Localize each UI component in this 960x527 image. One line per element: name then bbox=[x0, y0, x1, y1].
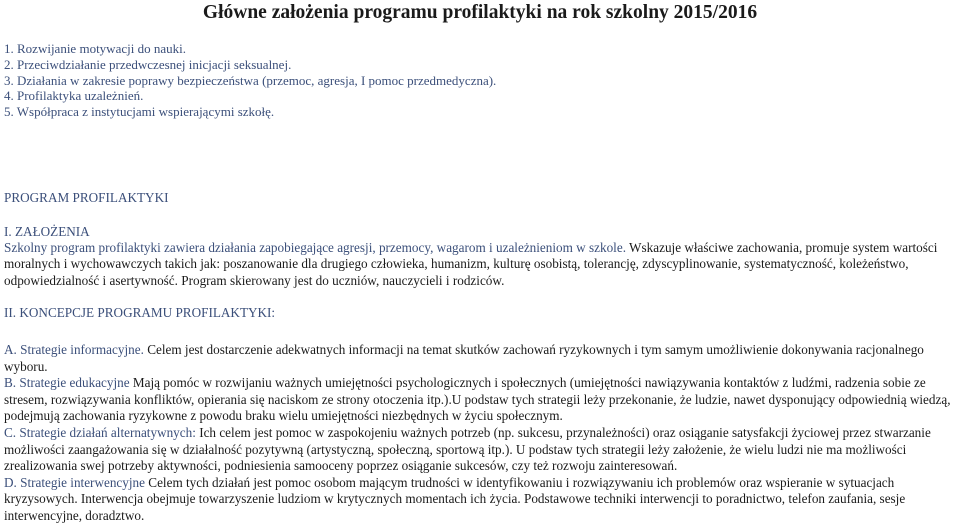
strategy-label: B. Strategie edukacyjne bbox=[4, 375, 130, 391]
strategy-label: A. Strategie informacyjne. bbox=[4, 342, 144, 357]
strategy-item bbox=[4, 375, 952, 425]
goal-item: 2. Przeciwdziałanie przedwczesnej inicjacji seksualnej. bbox=[4, 56, 292, 72]
strategy-item bbox=[4, 342, 952, 375]
page-title: Główne założenia programu profilaktyki na rok szkolny 2015/2016 bbox=[202, 2, 758, 23]
strategy-label: D. Strategie interwencyjne bbox=[4, 474, 145, 490]
strategies-list bbox=[4, 342, 952, 525]
strategy-text: Ich celem jest pomoc w zaspokojeniu ważnych potrzeb (np. sukcesu, przynależności) oraz osiąganie satysfakcji życiowej przez stwarzanie możliwości zaangażowania się w działalność pozytywną (artystyczną, społeczną, sportową itp.). U podstaw tych strategii leży założenie, że wielu ludzi nie ma możliwości zrealizowania swej potrzeby aktywności, podniesienia samooceny poprzez osiąganie sukcesów, czy też rozwoju zainteresowań. bbox=[4, 424, 931, 474]
goals-list bbox=[4, 41, 496, 120]
goal-item: 3. Działania w zakresie poprawy bezpieczeństwa (przemoc, agresja, I pomoc przedmedyczna). bbox=[4, 72, 497, 88]
strategy-text: Mają pomóc w rozwijaniu ważnych umiejętności psychologicznych i społecznych (umiejętności nawiązywania kontaktów z ludźmi, radzenia sobie ze stresem, rozwiązywania konfliktów, opierania się naciskom ze strony otoczenia itp.).U podstaw tych strategii leży przekonanie, że ludzie, nawet dysponujący odpowiednią wiedzą, podejmują zachowania ryzykowne z powodu braku wielu umiejętności niezbędnych w życiu społecznym. bbox=[4, 375, 951, 424]
strategy-item bbox=[4, 475, 952, 525]
goal-item: 4. Profilaktyka uzależnień. bbox=[4, 88, 144, 104]
assumptions-lead: Szkolny program profilaktyki zawiera działania zapobiegające agresji, przemocy, wagarom i uzależnieniom w szkole. bbox=[4, 240, 626, 255]
strategy-text: Celem tych działań jest pomoc osobom mającym trudności w identyfikowaniu i rozwiązywaniu ich problemów oraz wspieranie w sytuacjach kryzysowych. Interwencja obejmuje towarzyszenie ludziom w krytycznych momentach ich życia. Podstawowe techniki interwencji to poradnictwo, telefon zaufania, sesje interwencyjne, doradztwo. bbox=[4, 474, 906, 523]
assumptions-body: Wskazuje właściwe zachowania, promuje system wartości moralnych i wychowawczych takich jak: poszanowanie dla drugiego człowieka, humanizm, kulturę osobistą, tolerancję, zdyscyplinowanie, systematyczność, koleżeństwo, odpowiedzialność i asertywność. Program skierowany jest do uczniów, nauczycieli i rodziców. bbox=[4, 240, 938, 288]
strategy-label: C. Strategie działań alternatywnych: bbox=[4, 424, 196, 440]
strategy-item bbox=[4, 425, 952, 475]
goal-item: 5. Współpraca z instytucjami wspierającymi szkołę. bbox=[4, 104, 275, 120]
goal-item: 1. Rozwijanie motywacji do nauki. bbox=[4, 41, 186, 56]
program-heading: PROGRAM PROFILAKTYKI bbox=[4, 190, 169, 205]
section-concepts-heading: II. KONCEPCJE PROGRAMU PROFILAKTYKI: bbox=[4, 305, 276, 320]
assumptions-paragraph bbox=[4, 240, 956, 289]
strategy-text: Celem jest dostarczenie adekwatnych informacji na temat skutków zachowań ryzykownych i tym samym umożliwienie dokonywania racjonalnego wyboru. bbox=[4, 342, 924, 374]
section-assumptions-heading: I. ZAŁOŻENIA bbox=[4, 224, 90, 239]
